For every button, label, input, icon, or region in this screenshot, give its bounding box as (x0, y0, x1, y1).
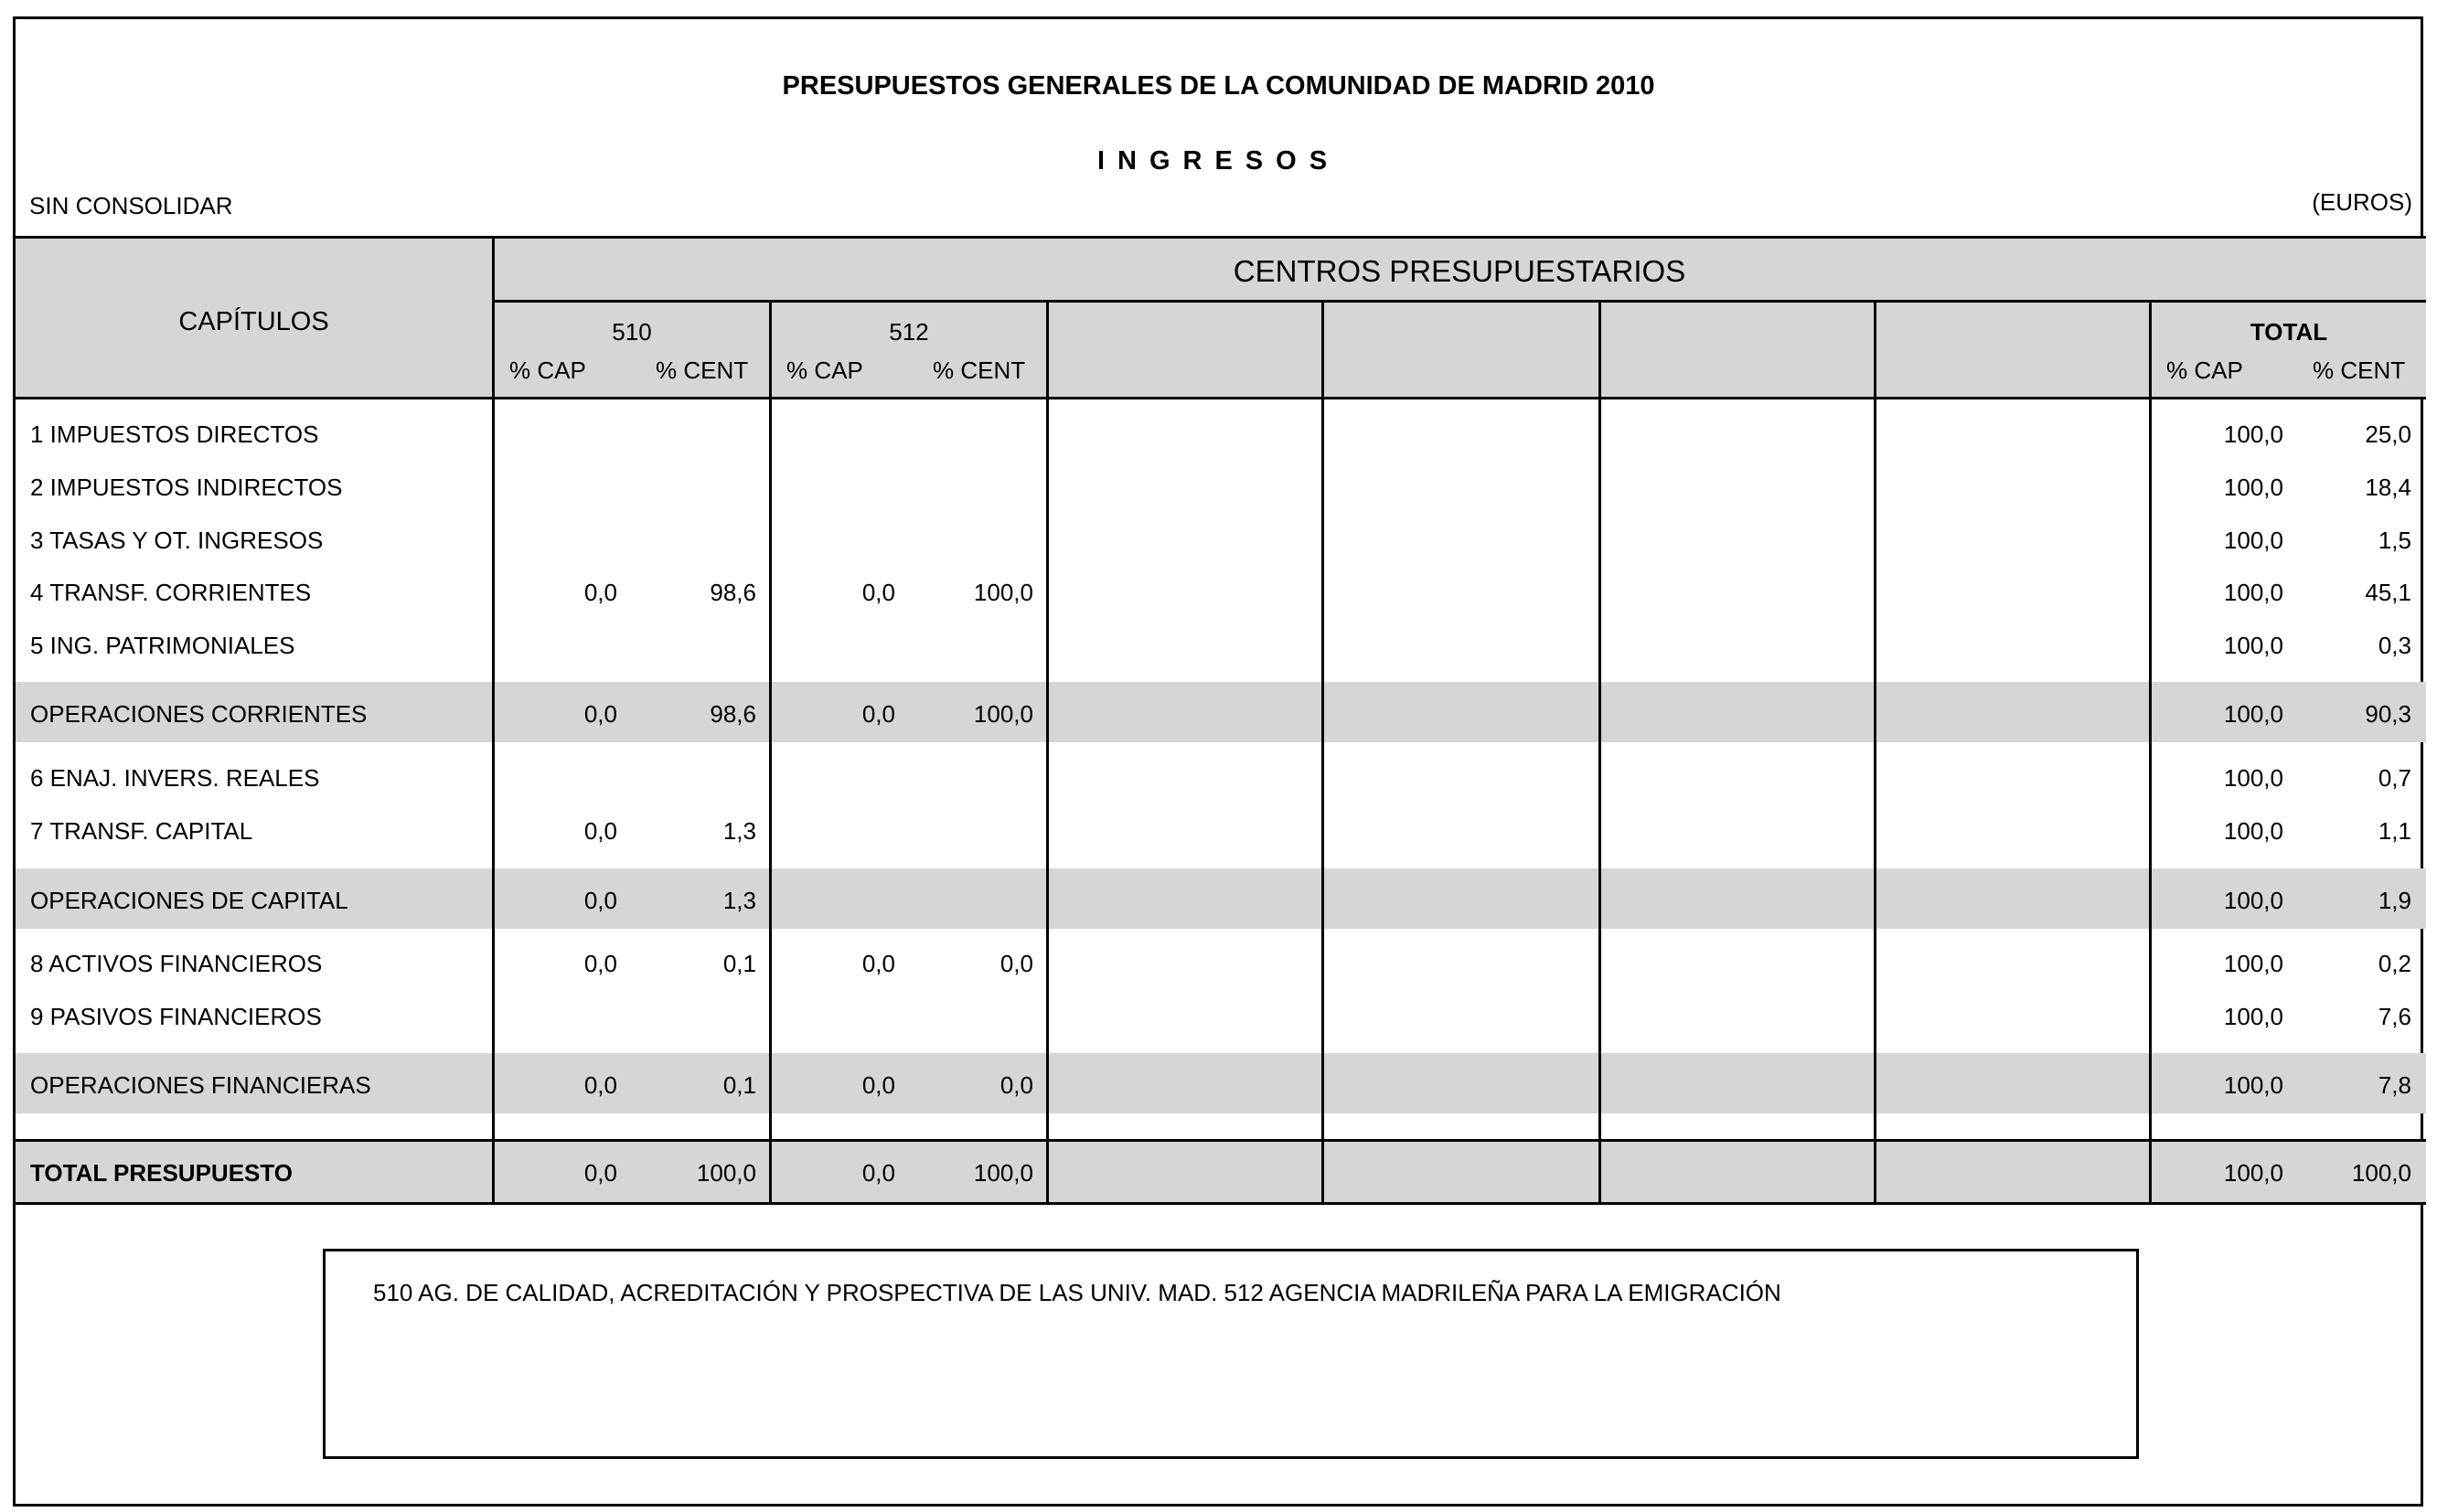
row-value: 0,3 (2378, 632, 2411, 659)
row-value: 0,0 (861, 1071, 895, 1099)
row-value: 0,0 (861, 579, 895, 606)
row-value: 100,0 (2351, 1159, 2411, 1187)
centro-512-header: 512 (889, 318, 929, 346)
row-value: 0,0 (861, 700, 895, 728)
row-label: OPERACIONES DE CAPITAL (30, 887, 348, 914)
column-divider (769, 302, 772, 1205)
divider (493, 300, 2426, 303)
row-value: 100,0 (2223, 700, 2283, 728)
row-value: 98,6 (710, 579, 756, 606)
row-value: 0,0 (583, 1071, 617, 1099)
row-value: 100,0 (2223, 950, 2283, 977)
row-label: 5 ING. PATRIMONIALES (30, 632, 295, 659)
row-value: 0,0 (583, 700, 617, 728)
row-value: 100,0 (2223, 817, 2283, 845)
row-value: 100,0 (2223, 474, 2283, 501)
row-value: 1,3 (722, 887, 756, 914)
total-shade (16, 1141, 2426, 1203)
row-label: OPERACIONES CORRIENTES (30, 700, 368, 728)
row-value: 25,0 (2365, 421, 2411, 448)
column-divider (1874, 302, 1876, 1205)
pct-cap-header: % CAP (2166, 357, 2243, 384)
subtotal-shade (16, 1053, 2426, 1113)
budget-table (16, 236, 2426, 1205)
row-value: 100,0 (973, 579, 1033, 606)
column-divider (1321, 302, 1324, 1205)
centro-510-header: 510 (612, 318, 652, 346)
subtotal-shade (16, 682, 2426, 742)
row-value: 100,0 (2223, 764, 2283, 792)
row-value: 100,0 (2223, 632, 2283, 659)
legend-text: 510 AG. DE CALIDAD, ACREDITACIÓN Y PROSPECTIVA DE LAS UNIV. MAD. 512 AGENCIA MADRILEÑA PARA LA EMIGRACIÓN (373, 1279, 1781, 1306)
row-value: 100,0 (2223, 1159, 2283, 1187)
column-divider (2149, 302, 2152, 1205)
row-value: 1,5 (2378, 527, 2411, 554)
legend-box (323, 1249, 2139, 1459)
row-label: 8 ACTIVOS FINANCIEROS (30, 950, 323, 977)
pct-cap-header: % CAP (509, 357, 586, 384)
row-value: 0,0 (583, 1159, 617, 1187)
row-value: 0,0 (583, 950, 617, 977)
row-label: 4 TRANSF. CORRIENTES (30, 579, 312, 606)
row-value: 100,0 (2223, 887, 2283, 914)
row-value: 90,3 (2365, 700, 2411, 728)
row-label: 1 IMPUESTOS DIRECTOS (30, 421, 319, 448)
row-value: 0,0 (583, 887, 617, 914)
column-header-centros: CENTROS PRESUPUESTARIOS (1233, 254, 1686, 288)
row-value: 100,0 (2223, 421, 2283, 448)
row-value: 0,7 (2378, 764, 2411, 792)
column-divider (1046, 302, 1049, 1205)
row-value: 0,0 (861, 1159, 895, 1187)
page-title: PRESUPUESTOS GENERALES DE LA COMUNIDAD DE MADRID 2010 (782, 71, 1655, 101)
row-label: TOTAL PRESUPUESTO (30, 1159, 294, 1187)
row-value: 98,6 (710, 700, 756, 728)
row-value: 0,0 (583, 579, 617, 606)
row-label: 7 TRANSF. CAPITAL (30, 817, 253, 845)
column-divider (492, 236, 495, 1205)
column-divider (1598, 302, 1601, 1205)
row-value: 100,0 (2223, 1003, 2283, 1030)
row-value: 0,0 (999, 950, 1033, 977)
divider (16, 397, 2426, 399)
row-value: 100,0 (2223, 527, 2283, 554)
row-label: 2 IMPUESTOS INDIRECTOS (30, 474, 343, 501)
pct-cent-header: % CENT (2313, 357, 2406, 384)
row-label: 9 PASIVOS FINANCIEROS (30, 1003, 322, 1030)
row-label: 6 ENAJ. INVERS. REALES (30, 764, 320, 792)
row-value: 0,0 (999, 1071, 1033, 1099)
row-value: 0,1 (722, 950, 756, 977)
row-value: 100,0 (2223, 1071, 2283, 1099)
row-value: 100,0 (973, 1159, 1033, 1187)
row-value: 1,3 (722, 817, 756, 845)
row-value: 7,6 (2378, 1003, 2411, 1030)
row-value: 0,0 (583, 817, 617, 845)
row-value: 100,0 (973, 700, 1033, 728)
row-value: 0,0 (861, 950, 895, 977)
divider (16, 1202, 2426, 1205)
page-subtitle: INGRESOS (1096, 146, 1341, 176)
row-value: 1,1 (2378, 817, 2411, 845)
row-value: 100,0 (2223, 579, 2283, 606)
row-label: 3 TASAS Y OT. INGRESOS (30, 527, 324, 554)
pct-cent-header: % CENT (656, 357, 749, 384)
subtotal-shade (16, 868, 2426, 929)
row-value: 45,1 (2365, 579, 2411, 606)
row-value: 18,4 (2365, 474, 2411, 501)
pct-cap-header: % CAP (786, 357, 863, 384)
row-value: 0,1 (722, 1071, 756, 1099)
row-value: 7,8 (2378, 1071, 2411, 1099)
currency-label: (EUROS) (2312, 188, 2412, 216)
consolidation-label: SIN CONSOLIDAR (29, 192, 233, 219)
row-value: 0,2 (2378, 950, 2411, 977)
pct-cent-header: % CENT (933, 357, 1026, 384)
row-label: OPERACIONES FINANCIERAS (30, 1071, 371, 1099)
column-header-capitulos: CAPÍTULOS (178, 307, 329, 336)
row-value: 100,0 (696, 1159, 756, 1187)
row-value: 1,9 (2378, 887, 2411, 914)
divider (16, 1139, 2426, 1142)
divider (16, 236, 2426, 239)
total-header: TOTAL (2250, 318, 2328, 346)
